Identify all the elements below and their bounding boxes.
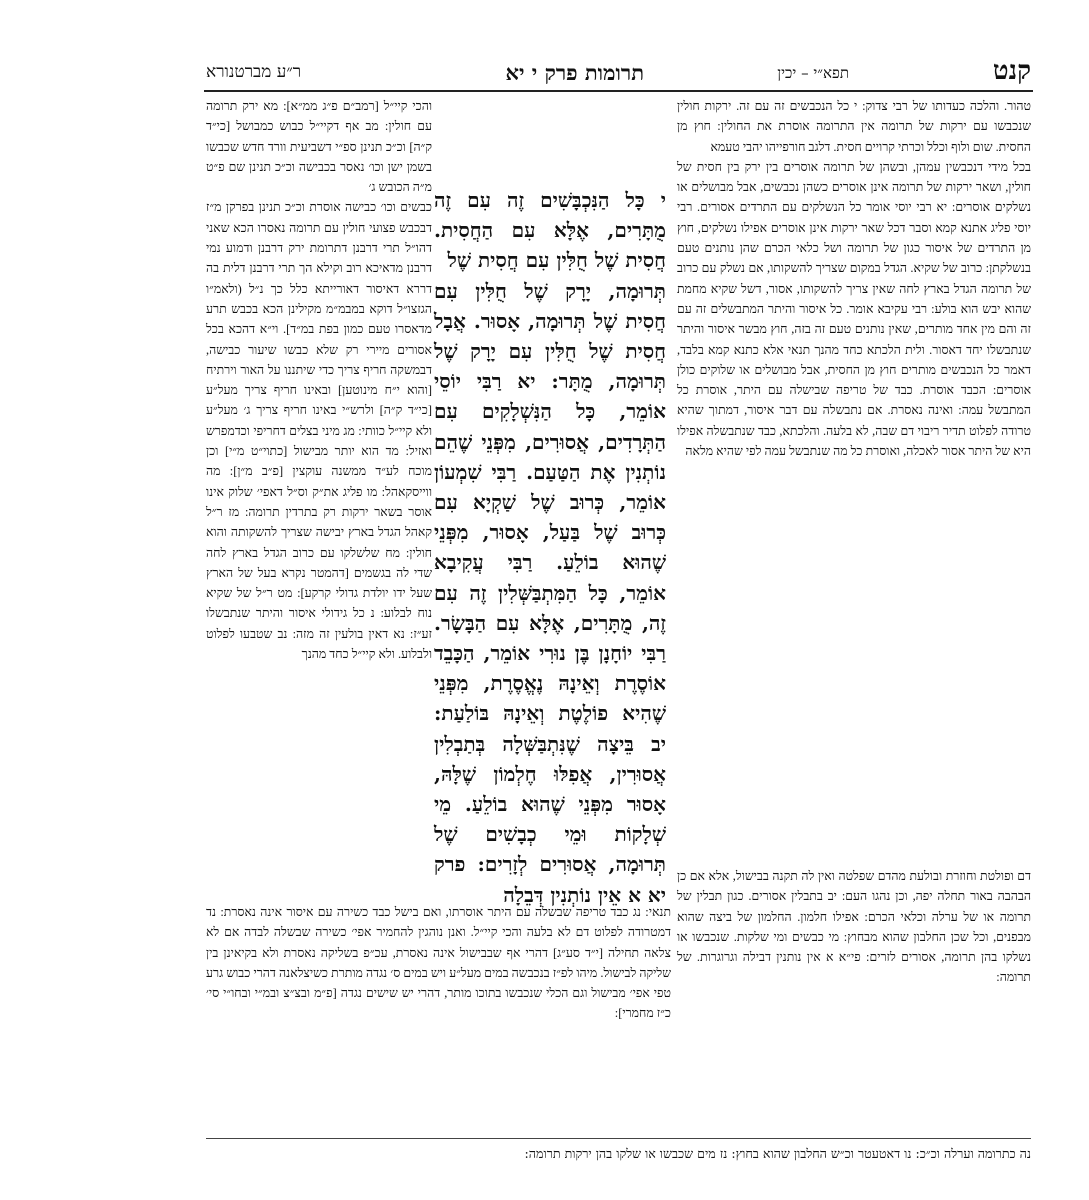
- bartenura-bottom: דם ופולטת וחוזרת ובולעת מהדם שפלטה ואין לה תקנה בבישול, אלא אם כן הבהבה באור תחלה יפה, וכן נהגו העם: יב בתבלין אסורים. כגון תבלין של תרומה או של ערלה וכלאי הכרם: אפילו חלמון. החלמון של ביצה שהוא מבפנים, וכל שכן החלבון שהוא מבחוץ: מי כבשים ומי שלקות. שנכבשו או נשלקו בהן תרומה, אסורים לזרים: פי״א א אין נותנין דבילה וגרוגרות. של תרומה:: [677, 869, 1031, 985]
- tiferet-yisrael-column: [206, 96, 432, 900]
- footnote: נה כתרומה וערלה וכ״כ: נו דאטעטר וכ״ש החלבון שהוא בחוץ: נז מים שכבשו או שלקו בהן ירקות תרומה:: [524, 1146, 1031, 1161]
- header-rule: [204, 90, 1033, 92]
- commentary-left-top: והכי קיי״ל [רמב״ם פ״ג ממ״א]: מא ירק תרומה עם חולין: מב אף דקיי״ל כבוש כמבושל [כי״ד ק״ה] וכ״כ תנינן ספ״י דשביעית וורד חדש שכבשו בשמן ישן וכו׳ נאסר בכבישה וכ״כ תנינן שם פ״ט מ״ה הכובש ג׳: [206, 99, 432, 195]
- bartenura-column: [677, 96, 1031, 864]
- commentary-left-main: כבשים וכו׳ כבישה אוסרת וכ״כ תנינן בפרקן מ״ז דבכבש פצועי חולין עם תרומה נאסרו הכא שאני דהו״ל תרי דרבנן דתרומת ירק דרבנן ודמוע נמי דרבנן מדאיכא רוב וקילא הך תרי דרבנן דלית בה דררא דאיסור דאורייתא כלל כך נ״ל (ולאמ״ו הגזצו״ל דוקא במבמ״מ מקילינן הכא בכבש תרע מדאסרו טעם כמון בפת במ״ד]. וי״א דהכא בכל אסורים מיירי רק שלא כבשו שיעור כבישה, דבמשקה חריף צריך כדי שיתננו על האור וירתיח [והוא י״ח מינוטען] ובאינו חריף צריך מעל״ע [כי״ד ק״ה] ולרש״י באינו חריף צריך ג׳ מעל״ע ולא קיי״ל כוותי: מג מיני בצלים דחריפי וכדמפרש ואזיל: מד הוא יותר מבישול [כתוי״ט מ״י] וכן מוכח לע״ד ממשנה עוקצין [פ״ב מ״ן]: מה ווייסקאהל: מו פליג את״ק וס״ל דאפי׳ שלוק אינו אוסר בשאר ירקות רק בתרדין תרומה: מז ר״ל קאהל הגדל בארץ יבישה שצריך להשקותה והוא חולין: מח שלשלקו עם כרוב הגדל בארץ לחה שדי לה בגשמים [דהמטר נקרא בעל של הארץ שעל ידו יולדת גדולי קרקע]: מט ר״ל של שקיא נוח לבלוע: נ כל גידולי איסור והיתר שנתבשלו זע״ז: נא דאין בולעין זה מזה: נב שטבעו לפלוט ולבלוע. ולא קיי״ל כחד מהנך: [206, 200, 432, 662]
- section-label: תפא״י – יכין: [777, 64, 849, 82]
- mishna-text: תְּרוּמָה, יָרָק שֶׁל חֻלִּין עִם חֲסִית שֶׁל תְּרוּמָה, אָסוּר. אֲבָל חֲסִית שֶׁל חֻלִּין עִם יָרָק שֶׁל תְּרוּמָה, מֻתָּר: יא רַבִּי יוֹסֵי אוֹמֵר, כָּל הַנִּשְׁלָקִים עִם הַתְּרָדִים, אֲסוּרִים, מִפְּנֵי שֶׁהֵם נוֹתְנִין אֶת הַטַּעַם. רַבִּי שִׁמְעוֹן אוֹמֵר, כְּרוּב שֶׁל שַׁקְיָא עִם כְּרוּב שֶׁל בַּעַל, אָסוּר, מִפְּנֵי שֶׁהוּא בוֹלֵעַ. רַבִּי עֲקִיבָא אוֹמֵר, כָּל הַמִּתְבַּשְּׁלִין זֶה עִם זֶה, מֻתָּרִים, אֶלָּא עִם הַבָּשָׂר. רַבִּי יוֹחָנָן בֶּן נוּרִי אוֹמֵר, הַכָּבֵד אוֹסֶרֶת וְאֵינָהּ נֶאֱסֶרֶת, מִפְּנֵי שֶׁהִיא פוֹלֶטֶת וְאֵינָהּ בּוֹלַעַת: יב בֵּיצָה שֶׁנִּתְבַּשְּׁלָה בְּתַבְלִין אֲסוּרִין, אֲפִלּוּ חֶלְמוֹן שֶׁלָּהּ, אָסוּר מִפְּנֵי שֶׁהוּא בוֹלֵעַ. מֵי שְׁלָקוֹת וּמֵי כְבָשִׁים שֶׁל תְּרוּמָה, אֲסוּרִים לְזָרִים: פרק יא א אֵין נוֹתְנִין דְּבֵלָה: [434, 278, 666, 907]
- corner-mark: [1048, 6, 1054, 12]
- mishna-column: [434, 185, 666, 907]
- commentary-right-top: טהור. והלכה כעדותו של רבי צדוק: י כל הנכבשים זה עם זה. ירקות חולין שנכבשו עם ירקות של תרומה אין התרומה אוסרת את החולין: חוץ מן החסית. שום ולוף וכלל וכרתי קרויים חסית. דלגב חורפייהו יהבי טעמא: [677, 99, 1031, 154]
- mishna-top: י כָּל הַנִּכְבָּשִׁים זֶה עִם זֶה מֻתָּרִים, אֶלָּא עִם הַחֲסִית. חֲסִית שֶׁל חֻלִּין עִם חֲסִית שֶׁל: [434, 188, 666, 273]
- tiferet-yisrael-bottom: תנאי: נג כבד טריפה שבשלה עם היתר אוסרתו, ואם בישל כבד כשירה עם איסור אינה נאסרת: נד דמטרודה לפלוט דם לא בלעה והכי קיי״ל. ואנן נוהגין להחמיר אפי׳ כשירה שבשלה לבדה אם לא צלאה תחילה [י״ד סע״ג] דהרי אף שבבישול אינה נאסרת, עכ״פ בשליקה נאסרת ולא בקיאינן בין שליקה לבישול. מיהו לפ״ז בנכבשה במים מעל״ע ויש במים ס׳ נגדה מותרת כשיצלאנה דהרי כבוש גרע טפי אפי׳ מבישול וגם הכלי שנכבשו בתוכו מותר, דהרי יש שישים נגדה [פ״מ ובצ״צ ובמ״י ובחו״י סי׳ כ״ז מחמרי]:: [206, 905, 671, 1021]
- page-title: תרומות פרק י יא: [505, 60, 644, 85]
- page-number: קנט: [992, 56, 1031, 86]
- footnote-rule: [206, 1138, 1031, 1139]
- commentary-name: ר״ע מברטנורא: [206, 62, 302, 82]
- commentary-right-main: בכל מידי דנכבשין עמהן, ובשהן של תרומה אוסרים בין ירק בין חסית של חולין, ושאר ירקות של תרומה אינן אוסרים כשהן נכבשים, אבל מבושלים או נשלקים אוסרים: יא רבי יוסי אומר כל הנשלקים עם התרדים אסורים. רבי יוסי פליג אתנא קמא וסבר דכל שאר ירקות אינן אוסרים אפילו נשלקים, חוץ מן התרדים של איסור כגון של תרומה ושל כלאי הכרם שהן נותנים טעם בנשלקתן: כרוב של שקיא. הגדל במקום שצריך להשקותו, אם נשלק עם כרוב של תרומה הגדל בארץ לחה שאין צריך להשקותו, אסור, דשל שקיא מחמת שהוא יבש הוא בולע: רבי עקיבא אומר. כל איסור והיתר המתבשלים זה עם זה והם מין אחד מותרים, שאין נותנים טעם זה בזה, חוץ מבשר איסור והיתר שנתבשלו יחד דאסור. ולית הלכתא כחד מהנך תנאי אלא כתנא קמא בלבד, דאמר כל הנכבשים מותרים חוץ מן החסית, אבל מבושלים או שלוקים כולן אוסרים: הכבד אוסרת. כבד של טריפה שבישלה עם היתר, אוסרת כל המתבשל עמה: ואינה נאסרת. אם נתבשלה עם דבר איסור, דמתוך שהיא טרודה לפלוט תדיר ריבוי דם שבה, לא בלעה. והלכתא, כבד שנתבשלה אפילו היא של היתר אסור לאכלה, ואוסרת כל מה שנתבשל עמה לפי שהיא מלאה: [677, 159, 1031, 459]
